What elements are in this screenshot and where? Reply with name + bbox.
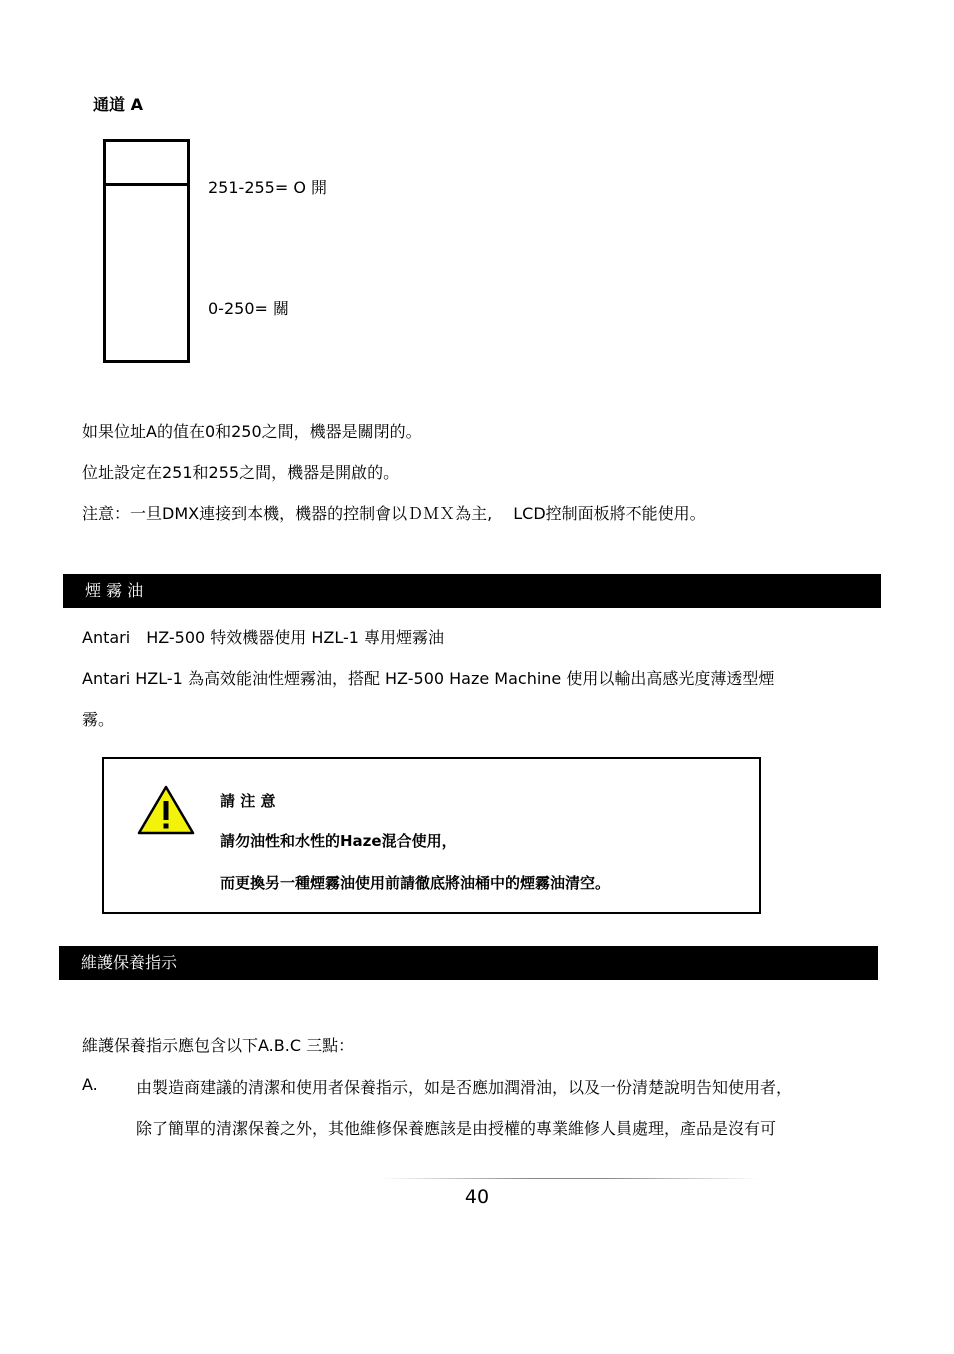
warning-triangle-icon <box>136 784 196 836</box>
channel-title: 通道 A <box>93 95 143 114</box>
maintenance-section-header: 維護保養指示 <box>59 946 878 980</box>
fog-paragraph-2: Antari HZL-1 為高效能油性煙霧油，搭配 HZ-500 Haze Machine 使用以輸出高感光度薄透型煙 <box>82 669 775 688</box>
dmx-divider <box>106 183 187 186</box>
dmx-value-diagram <box>103 139 190 363</box>
range-label-off: 0-250= 關 <box>208 299 289 318</box>
intro-line-1: 如果位址A的值在0和250之間，機器是關閉的。 <box>82 422 422 441</box>
range-label-on: 251-255= O 開 <box>208 178 328 197</box>
warning-line-1: 請勿油性和水性的Haze混合使用， <box>220 832 457 850</box>
warning-title: 請 注 意 <box>220 792 276 810</box>
warning-box <box>102 757 761 914</box>
fog-section-header: 煙 霧 油 <box>63 574 881 608</box>
fog-paragraph-1: Antari HZ-500 特效機器使用 HZL-1 專用煙霧油 <box>82 628 445 647</box>
list-item-a-line-1: 由製造商建議的清潔和使用者保養指示，如是否應加潤滑油，以及一份清楚說明告知使用者， <box>136 1078 793 1097</box>
page-number: 40 <box>464 1186 490 1208</box>
maintenance-intro: 維護保養指示應包含以下A.B.C 三點： <box>82 1036 355 1055</box>
fog-paragraph-3: 霧。 <box>82 710 115 729</box>
intro-line-2: 位址設定在251和255之間，機器是開啟的。 <box>82 463 400 482</box>
warning-line-2: 而更換另一種煙霧油使用前請徹底將油桶中的煙霧油清空。 <box>220 874 611 892</box>
list-marker-a: A. <box>82 1075 98 1094</box>
intro-line-3: 注意：一旦DMX連接到本機，機器的控制會以ＤＭＸ為主, LCD控制面板將不能使用。 <box>82 504 706 523</box>
footer-divider <box>380 1178 760 1179</box>
list-item-a-line-2: 除了簡單的清潔保養之外，其他維修保養應該是由授權的專業維修人員處理，產品是沒有可 <box>136 1119 777 1138</box>
